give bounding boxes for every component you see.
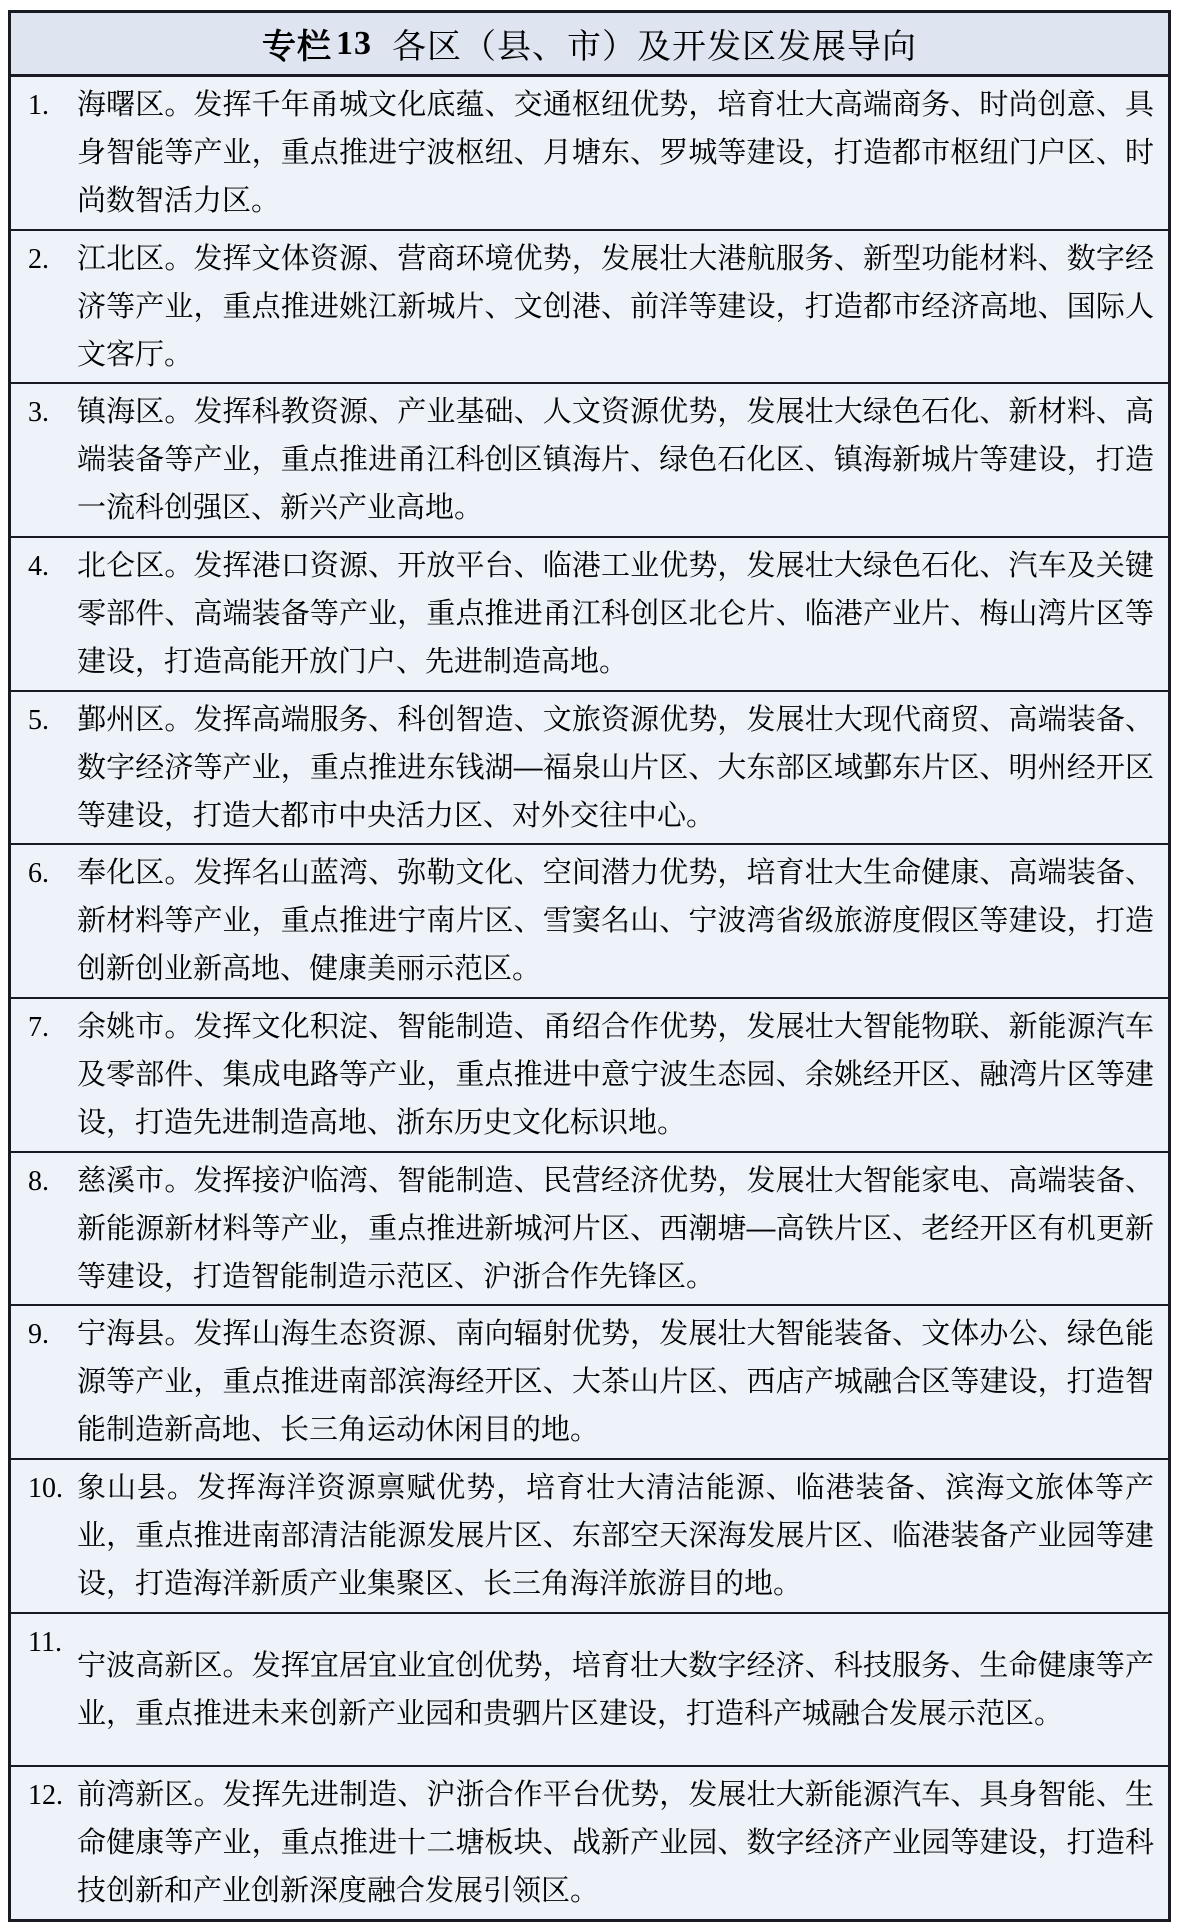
item-number: 2. xyxy=(28,243,49,275)
item-text: 鄞州区。发挥高端服务、科创智造、文旅资源优势，发展壮大现代商贸、高端装备、数字经济等产业，重点推进东钱湖—福泉山片区、大东部区域鄞东片区、明州经开区等建设，打造大都市中央活力区、对外交往中心。 xyxy=(77,703,1154,832)
list-item xyxy=(11,1767,1168,1919)
list-item xyxy=(11,384,1168,538)
item-number: 6. xyxy=(28,858,49,890)
panel-title-text: 各区（县、市）及开发区发展导向 xyxy=(392,28,917,66)
list-item xyxy=(11,77,1168,231)
item-number: 5. xyxy=(28,704,49,736)
items-list xyxy=(11,77,1168,1919)
list-item xyxy=(11,845,1168,999)
item-text: 镇海区。发挥科教资源、产业基础、人文资源优势，发展壮大绿色石化、新材料、高端装备等产业，重点推进甬江科创区镇海片、绿色石化区、镇海新城片等建设，打造一流科创强区、新兴产业高地。 xyxy=(77,396,1154,525)
item-number: 1. xyxy=(28,90,49,121)
item-text: 象山县。发挥海洋资源禀赋优势，培育壮大清洁能源、临港装备、滨海文旅体等产业，重点推进南部清洁能源发展片区、东部空天深海发展片区、临港装备产业园等建设，打造海洋新质产业集聚区、长三角海洋旅游目的地。 xyxy=(77,1471,1154,1600)
list-item xyxy=(11,1614,1168,1768)
item-text: 海曙区。发挥千年甬城文化底蕴、交通枢纽优势，培育壮大高端商务、时尚创意、具身智能等产业，重点推进宁波枢纽、月塘东、罗城等建设，打造都市枢纽门户区、时尚数智活力区。 xyxy=(77,88,1154,217)
list-item xyxy=(11,692,1168,846)
district-development-panel xyxy=(8,10,1171,1922)
item-text: 江北区。发挥文体资源、营商环境优势，发展壮大港航服务、新型功能材料、数字经济等产业，重点推进姚江新城片、文创港、前洋等建设，打造都市经济高地、国际人文客厅。 xyxy=(77,242,1154,371)
item-number: 8. xyxy=(28,1165,49,1197)
item-text: 余姚市。发挥文化积淀、智能制造、甬绍合作优势，发展壮大智能物联、新能源汽车及零部件、集成电路等产业，重点推进中意宁波生态园、余姚经开区、融湾片区等建设，打造先进制造高地、浙东历史文化标识地。 xyxy=(77,1010,1154,1139)
list-item xyxy=(11,231,1168,385)
item-number: 10. xyxy=(28,1473,63,1505)
item-number: 4. xyxy=(28,551,49,583)
list-item xyxy=(11,1306,1168,1460)
item-text: 慈溪市。发挥接沪临湾、智能制造、民营经济优势，发展壮大智能家电、高端装备、新能源新材料等产业，重点推进新城河片区、西潮塘—高铁片区、老经开区有机更新等建设，打造智能制造示范区、沪浙合作先锋区。 xyxy=(77,1164,1154,1293)
list-item xyxy=(11,1460,1168,1614)
item-text: 北仑区。发挥港口资源、开放平台、临港工业优势，发展壮大绿色石化、汽车及关键零部件、高端装备等产业，重点推进甬江科创区北仑片、临港产业片、梅山湾片区等建设，打造高能开放门户、先进制造高地。 xyxy=(77,549,1154,678)
item-number: 11. xyxy=(28,1626,62,1658)
list-item xyxy=(11,999,1168,1153)
item-text: 前湾新区。发挥先进制造、沪浙合作平台优势，发展壮大新能源汽车、具身智能、生命健康等产业，重点推进十二塘板块、战新产业园、数字经济产业园等建设，打造科技创新和产业创新深度融合发展引领区。 xyxy=(77,1779,1154,1908)
list-item xyxy=(11,1153,1168,1307)
item-text: 宁波高新区。发挥宜居宜业宜创优势，培育壮大数字经济、科技服务、生命健康等产业，重点推进未来创新产业园和贵驷片区建设，打造科产城融合发展示范区。 xyxy=(77,1649,1154,1730)
panel-title-bar xyxy=(11,13,1168,77)
list-item xyxy=(11,538,1168,692)
panel-title-number: 13 xyxy=(336,24,372,62)
panel-title-prefix: 专栏 xyxy=(262,28,332,66)
item-number: 3. xyxy=(28,397,49,429)
item-number: 12. xyxy=(28,1780,63,1812)
item-number: 9. xyxy=(28,1319,49,1351)
item-text: 宁海县。发挥山海生态资源、南向辐射优势，发展壮大智能装备、文体办公、绿色能源等产业，重点推进南部滨海经开区、大茶山片区、西店产城融合区等建设，打造智能制造新高地、长三角运动休闲目的地。 xyxy=(77,1318,1154,1447)
item-text: 奉化区。发挥名山蓝湾、弥勒文化、空间潜力优势，培育壮大生命健康、高端装备、新材料等产业，重点推进宁南片区、雪窦名山、宁波湾省级旅游度假区等建设，打造创新创业新高地、健康美丽示范区。 xyxy=(77,857,1154,986)
item-number: 7. xyxy=(28,1012,49,1044)
